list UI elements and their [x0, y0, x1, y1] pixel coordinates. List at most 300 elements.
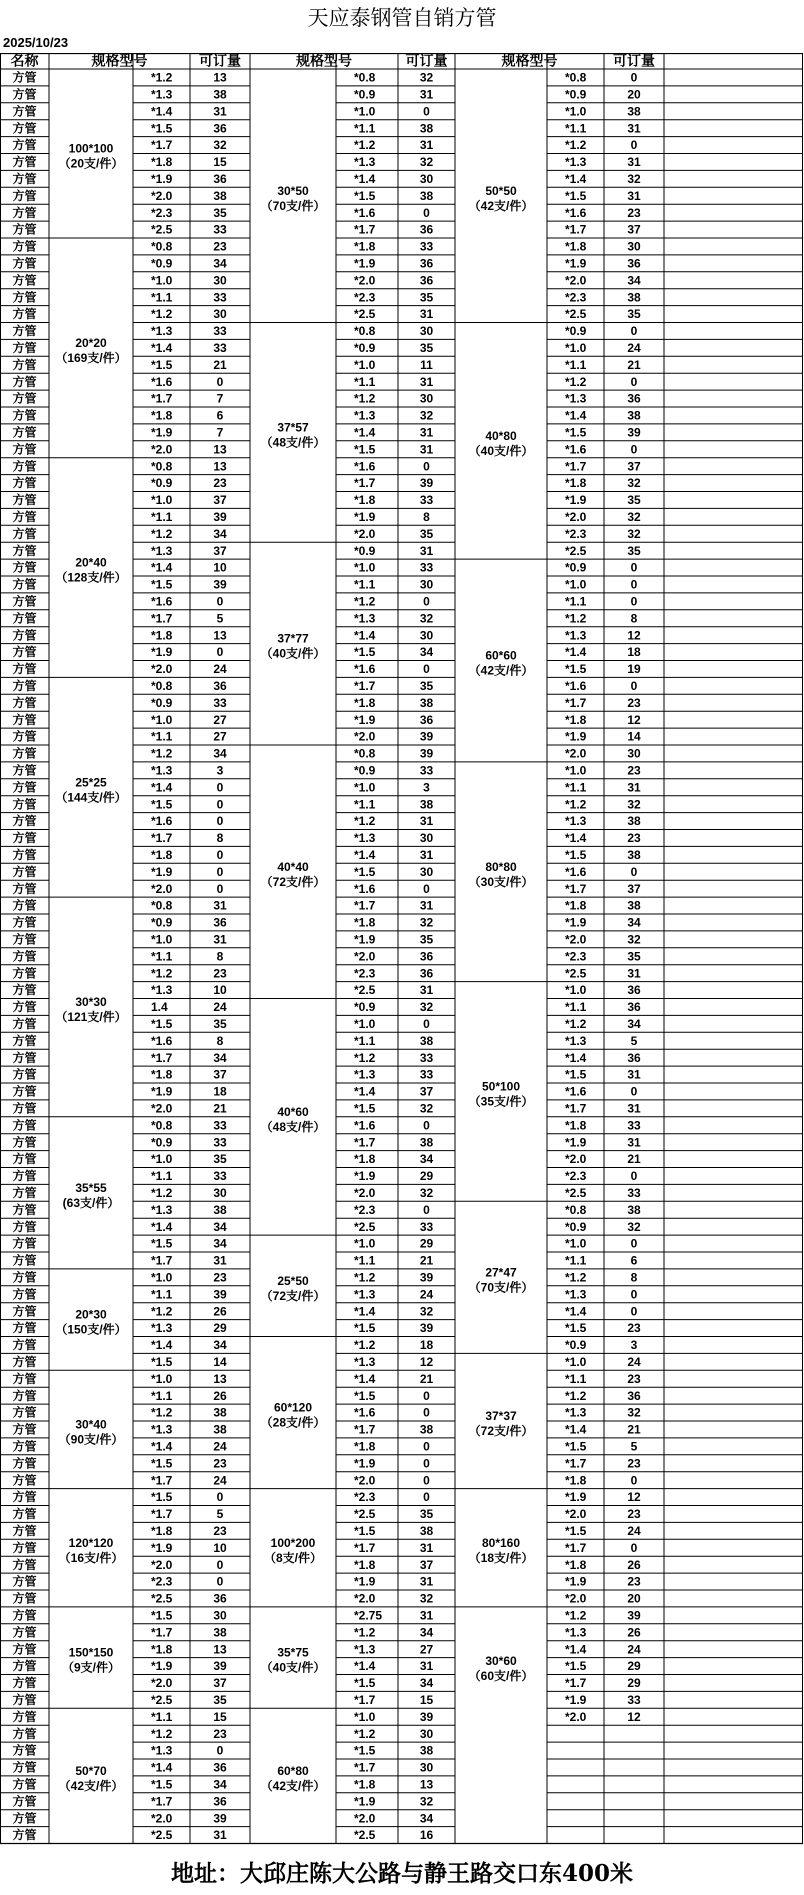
thickness: *1.7 [354, 1422, 376, 1437]
thickness: *2.0 [151, 881, 173, 896]
stock-qty: 39 [627, 1608, 641, 1623]
row-name: 方管 [12, 1557, 37, 1572]
stock-qty: 32 [419, 1101, 434, 1116]
stock-qty: 34 [213, 1219, 227, 1234]
thickness: *1.1 [151, 1709, 173, 1724]
thickness: *1.6 [565, 1084, 587, 1099]
thickness: *2.75 [354, 1608, 383, 1623]
thickness: *1.1 [151, 1169, 173, 1184]
pieces-per-bundle: （40支/件） [468, 443, 534, 458]
thickness: *2.5 [565, 966, 587, 981]
stock-qty: 0 [630, 442, 638, 457]
spec-size: 37*37 [485, 1409, 517, 1423]
page-title: 天应泰钢管自销方管 [307, 6, 497, 30]
row-name: 方管 [12, 814, 37, 829]
pieces-per-bundle: （8支/件） [263, 1550, 323, 1565]
thickness: *1.5 [354, 864, 376, 879]
stock-qty: 32 [419, 1304, 434, 1319]
stock-qty: 21 [627, 1422, 641, 1437]
thickness: *0.8 [151, 239, 173, 254]
thickness: *1.3 [565, 155, 587, 170]
stock-qty: 34 [627, 273, 641, 288]
thickness: *1.7 [565, 222, 587, 237]
stock-qty: 12 [419, 1355, 434, 1369]
row-name: 方管 [12, 983, 37, 998]
stock-qty: 33 [213, 1169, 227, 1184]
stock-qty: 0 [423, 1202, 430, 1217]
row-name: 方管 [12, 104, 37, 119]
row-name: 方管 [12, 695, 37, 710]
stock-qty: 37 [213, 543, 227, 558]
row-name: 方管 [12, 1253, 37, 1268]
stock-qty: 0 [423, 104, 430, 119]
stock-qty: 33 [419, 239, 434, 254]
thickness: *1.1 [151, 1388, 173, 1403]
thickness: *1.9 [354, 1169, 376, 1184]
stock-qty: 31 [419, 442, 434, 457]
stock-qty: 31 [419, 898, 434, 913]
stock-qty: 30 [419, 864, 434, 879]
stock-qty: 15 [213, 155, 227, 170]
stock-qty: 8 [630, 1270, 638, 1285]
row-name: 方管 [12, 1490, 37, 1505]
thickness: *1.1 [151, 1287, 173, 1302]
stock-qty: 31 [627, 966, 641, 981]
pieces-per-bundle: （90支/件） [58, 1432, 124, 1447]
stock-qty: 24 [627, 1524, 641, 1538]
stock-qty: 0 [423, 1439, 430, 1454]
thickness: *0.9 [151, 256, 173, 271]
stock-qty: 24 [213, 1473, 227, 1488]
thickness: *1.4 [354, 1084, 376, 1099]
thickness: *2.0 [151, 1811, 173, 1826]
stock-qty: 37 [627, 459, 641, 474]
row-name: 方管 [12, 966, 37, 981]
thickness: *2.3 [151, 1574, 173, 1589]
thickness: *0.8 [151, 679, 173, 693]
stock-qty: 33 [419, 493, 434, 508]
thickness: *1.7 [354, 1540, 376, 1555]
row-name: 方管 [12, 222, 37, 237]
thickness: *1.5 [354, 188, 376, 203]
stock-qty: 20 [627, 87, 641, 102]
thickness: *1.0 [565, 577, 587, 592]
stock-qty: 37 [419, 1557, 434, 1572]
stock-qty: 16 [419, 1828, 434, 1843]
stock-qty: 29 [419, 1236, 434, 1251]
stock-qty: 36 [627, 256, 641, 271]
stock-qty: 23 [627, 763, 641, 778]
thickness: *2.0 [565, 1507, 587, 1522]
stock-qty: 38 [213, 1405, 227, 1420]
row-name: 方管 [12, 273, 37, 288]
stock-qty: 31 [419, 87, 434, 102]
spec-size: 40*40 [277, 859, 309, 874]
pieces-per-bundle: （42支/件） [468, 198, 534, 213]
spec-size: 50*50 [485, 183, 517, 198]
thickness: *1.7 [354, 679, 376, 693]
row-name: 方管 [12, 780, 37, 795]
thickness: *2.0 [354, 949, 376, 964]
row-name: 方管 [12, 1828, 37, 1843]
thickness: *2.0 [565, 1591, 587, 1606]
thickness: *2.5 [151, 1828, 173, 1843]
stock-qty: 0 [216, 881, 224, 896]
stock-qty: 32 [419, 1000, 434, 1015]
thickness: *1.3 [565, 628, 587, 643]
stock-qty: 0 [630, 1236, 638, 1251]
row-name: 方管 [12, 442, 37, 457]
stock-qty: 35 [627, 543, 641, 558]
thickness: *2.3 [565, 1169, 587, 1184]
thickness: *1.0 [565, 1355, 587, 1369]
row-name: 方管 [12, 611, 37, 626]
thickness: *2.5 [354, 1507, 376, 1522]
stock-qty: 38 [419, 1422, 434, 1437]
thickness: *1.2 [354, 1050, 376, 1065]
thickness: *1.9 [354, 256, 376, 271]
thickness: *2.5 [354, 1828, 376, 1843]
stock-qty: 36 [213, 1760, 227, 1775]
stock-qty: 30 [419, 391, 434, 406]
stock-qty: 38 [213, 87, 227, 102]
stock-qty: 24 [213, 662, 227, 677]
thickness: *1.7 [151, 391, 173, 406]
stock-qty: 34 [213, 1050, 227, 1065]
thickness: *1.3 [151, 983, 173, 998]
thickness: *1.7 [565, 1540, 587, 1555]
stock-qty: 0 [630, 594, 638, 609]
stock-qty: 31 [419, 425, 434, 440]
thickness: *1.4 [354, 172, 376, 186]
thickness: *1.0 [151, 1270, 173, 1285]
stock-qty: 23 [627, 831, 641, 846]
spec-size: 60*120 [273, 1400, 313, 1415]
spec-size: 37*77 [277, 631, 309, 646]
stock-qty: 13 [213, 1371, 227, 1386]
row-name: 方管 [12, 628, 37, 643]
thickness: *1.7 [354, 1135, 376, 1150]
stock-qty: 35 [419, 526, 434, 541]
stock-qty: 33 [419, 560, 434, 575]
stock-qty: 15 [419, 1693, 434, 1707]
thickness: *1.5 [565, 1067, 587, 1082]
thickness: *1.5 [565, 1321, 587, 1336]
thickness: *2.3 [565, 949, 587, 964]
pieces-per-bundle: （42支/件） [260, 1778, 326, 1793]
thickness: *0.8 [565, 1202, 587, 1217]
stock-qty: 26 [213, 1304, 227, 1319]
thickness: *1.7 [151, 138, 173, 153]
thickness: *0.8 [151, 459, 173, 474]
stock-qty: 8 [216, 949, 224, 964]
stock-qty: 23 [213, 476, 227, 491]
thickness: *1.6 [354, 662, 376, 677]
stock-qty: 31 [213, 104, 227, 119]
stock-qty: 11 [420, 357, 433, 372]
stock-qty: 38 [627, 898, 641, 913]
stock-qty: 34 [213, 1777, 227, 1792]
thickness: *1.5 [151, 121, 173, 136]
thickness: 1.4 [151, 1000, 168, 1015]
thickness: *1.0 [151, 493, 173, 508]
stock-qty: 0 [423, 1118, 430, 1133]
thickness: *1.7 [151, 1050, 173, 1065]
stock-qty: 38 [419, 797, 434, 812]
stock-qty: 32 [419, 1794, 434, 1809]
thickness: *1.8 [354, 1777, 376, 1792]
pieces-per-bundle: （144支/件） [55, 790, 127, 805]
row-name: 方管 [12, 594, 37, 609]
stock-qty: 31 [419, 848, 434, 862]
stock-qty: 0 [630, 1540, 638, 1555]
spec-size: 60*60 [485, 648, 517, 663]
thickness: *1.5 [151, 577, 173, 592]
stock-qty: 31 [627, 155, 641, 170]
thickness: *1.9 [151, 172, 173, 186]
thickness: *1.4 [354, 1659, 376, 1674]
thickness: *1.4 [565, 645, 587, 660]
stock-qty: 23 [627, 1456, 641, 1471]
row-name: 方管 [12, 1540, 37, 1555]
thickness: *1.9 [151, 425, 173, 440]
thickness: *1.9 [565, 1490, 587, 1505]
thickness: *1.7 [151, 611, 173, 626]
stock-qty: 34 [419, 1676, 434, 1691]
stock-qty: 30 [419, 172, 434, 186]
stock-qty: 10 [213, 1540, 227, 1555]
thickness: *1.5 [151, 1355, 173, 1369]
spec-size: 80*160 [481, 1535, 521, 1550]
row-name: 方管 [12, 87, 37, 102]
row-name: 方管 [12, 1473, 37, 1488]
thickness: *2.0 [565, 1709, 587, 1724]
stock-qty: 35 [213, 1017, 227, 1031]
row-name: 方管 [12, 543, 37, 558]
stock-qty: 36 [213, 915, 227, 930]
thickness: *1.3 [151, 543, 173, 558]
thickness: *2.3 [354, 966, 376, 981]
thickness: *1.4 [565, 172, 587, 186]
stock-qty: 31 [627, 1135, 641, 1150]
thickness: *1.2 [565, 1388, 587, 1403]
row-name: 方管 [12, 1084, 37, 1099]
thickness: *1.7 [151, 1473, 173, 1488]
row-name: 方管 [12, 831, 37, 846]
stock-qty: 39 [419, 1270, 434, 1285]
row-name: 方管 [12, 374, 37, 389]
stock-qty: 31 [627, 780, 641, 795]
row-name: 方管 [12, 1422, 37, 1437]
row-name: 方管 [12, 290, 37, 305]
thickness: *1.8 [354, 239, 376, 254]
thickness: *1.9 [151, 1659, 173, 1674]
thickness: *1.4 [565, 1050, 587, 1065]
stock-qty: 10 [213, 983, 227, 998]
thickness: *1.3 [151, 1321, 173, 1336]
thickness: *1.0 [354, 357, 376, 372]
row-name: 方管 [12, 1067, 37, 1082]
stock-qty: 27 [213, 729, 227, 744]
thickness: *1.0 [354, 1017, 376, 1031]
stock-qty: 32 [213, 138, 227, 153]
thickness: *2.0 [151, 188, 173, 203]
stock-qty: 31 [627, 1101, 641, 1116]
stock-qty: 34 [419, 645, 434, 660]
thickness: *1.6 [565, 442, 587, 457]
stock-qty: 33 [627, 1118, 641, 1133]
thickness: *1.2 [354, 594, 376, 609]
stock-qty: 0 [630, 324, 638, 339]
row-name: 方管 [12, 1355, 37, 1369]
thickness: *1.4 [151, 1219, 173, 1234]
thickness: *1.0 [354, 560, 376, 575]
stock-qty: 13 [213, 1642, 227, 1657]
thickness: *1.4 [565, 1642, 587, 1657]
row-name: 方管 [12, 1439, 37, 1454]
stock-qty: 0 [423, 1490, 430, 1505]
thickness: *1.2 [151, 526, 173, 541]
pieces-per-bundle: （20支/件） [58, 156, 124, 171]
thickness: *2.0 [565, 932, 587, 947]
row-name: 方管 [12, 1304, 37, 1319]
stock-qty: 13 [419, 1777, 434, 1792]
thickness: *1.8 [354, 1557, 376, 1572]
row-name: 方管 [12, 205, 37, 220]
stock-qty: 31 [419, 983, 434, 998]
row-name: 方管 [12, 1388, 37, 1403]
row-name: 方管 [12, 729, 37, 744]
stock-qty: 38 [627, 1202, 641, 1217]
thickness: *1.3 [354, 1287, 376, 1302]
thickness: *1.5 [151, 1777, 173, 1792]
stock-qty: 35 [213, 1693, 227, 1707]
row-name: 方管 [12, 1625, 37, 1640]
thickness: *1.6 [151, 374, 173, 389]
thickness: *1.1 [354, 577, 376, 592]
stock-qty: 37 [213, 493, 227, 508]
spec-size: 150*150 [68, 1645, 114, 1660]
stock-qty: 36 [213, 679, 227, 693]
row-name: 方管 [12, 679, 37, 693]
row-name: 方管 [12, 1608, 37, 1623]
thickness: *2.3 [354, 1202, 376, 1217]
stock-qty: 23 [627, 1507, 641, 1522]
thickness: *1.0 [354, 104, 376, 119]
thickness: *0.9 [354, 763, 376, 778]
thickness: *2.0 [151, 442, 173, 457]
stock-qty: 33 [419, 1067, 434, 1082]
thickness: *1.1 [151, 290, 173, 305]
stock-qty: 3 [630, 1338, 638, 1353]
stock-qty: 38 [627, 848, 641, 862]
stock-qty: 0 [423, 881, 430, 896]
thickness: *2.5 [565, 1186, 587, 1200]
thickness: *1.8 [354, 915, 376, 930]
thickness: *1.2 [565, 1270, 587, 1285]
thickness: *1.8 [354, 1439, 376, 1454]
pieces-per-bundle: （150支/件） [55, 1322, 127, 1337]
stock-qty: 8 [216, 831, 224, 846]
stock-qty: 35 [627, 493, 641, 508]
thickness: *1.7 [565, 1101, 587, 1116]
spec-size: 120*120 [68, 1535, 114, 1550]
stock-qty: 0 [216, 374, 224, 389]
stock-qty: 31 [213, 1253, 227, 1268]
report-date: 2025/10/23 [3, 35, 69, 50]
stock-qty: 3 [423, 780, 430, 795]
thickness: *2.3 [565, 526, 587, 541]
stock-qty: 37 [213, 1676, 227, 1691]
stock-qty: 39 [627, 425, 641, 440]
thickness: *1.2 [565, 138, 587, 153]
thickness: *1.3 [565, 391, 587, 406]
stock-qty: 37 [213, 1067, 227, 1082]
thickness: *0.8 [151, 898, 173, 913]
stock-qty: 7 [216, 391, 224, 406]
thickness: *1.9 [354, 510, 376, 524]
row-name: 方管 [12, 256, 37, 271]
thickness: *1.0 [151, 1371, 173, 1386]
thickness: *1.2 [151, 1304, 173, 1319]
thickness: *1.9 [565, 729, 587, 744]
thickness: *1.4 [565, 831, 587, 846]
thickness: *2.5 [565, 307, 587, 322]
thickness: *1.4 [151, 1338, 173, 1353]
stock-qty: 0 [630, 70, 638, 85]
stock-qty: 32 [627, 932, 641, 947]
stock-qty: 39 [213, 577, 227, 592]
row-name: 方管 [12, 1169, 37, 1184]
stock-qty: 33 [213, 324, 227, 339]
thickness: *1.6 [354, 459, 376, 474]
thickness: *1.4 [151, 780, 173, 795]
pieces-per-bundle: （16支/件） [58, 1550, 124, 1565]
stock-qty: 39 [213, 1659, 227, 1674]
thickness: *1.9 [565, 915, 587, 930]
row-name: 方管 [12, 357, 37, 372]
thickness: *0.9 [354, 341, 376, 355]
thickness: *1.5 [565, 848, 587, 862]
thickness: *1.5 [151, 1236, 173, 1251]
stock-qty: 0 [216, 1557, 224, 1572]
thickness: *0.8 [354, 746, 376, 761]
stock-qty: 21 [627, 357, 641, 372]
thickness: *1.9 [565, 256, 587, 271]
pieces-per-bundle: （18支/件） [468, 1550, 534, 1565]
row-name: 方管 [12, 1101, 37, 1116]
row-name: 方管 [12, 898, 37, 913]
thickness: *1.7 [151, 1253, 173, 1268]
stock-qty: 0 [630, 560, 638, 575]
stock-qty: 21 [419, 1371, 434, 1386]
thickness: *1.0 [354, 1709, 376, 1724]
thickness: *2.0 [151, 662, 173, 677]
stock-qty: 0 [423, 205, 430, 220]
stock-qty: 36 [419, 273, 434, 288]
stock-qty: 35 [213, 1152, 227, 1167]
stock-qty: 34 [627, 1017, 641, 1031]
row-name: 方管 [12, 645, 37, 660]
stock-qty: 30 [627, 239, 641, 254]
thickness: *1.9 [354, 1794, 376, 1809]
thickness: *1.3 [354, 831, 376, 846]
row-name: 方管 [12, 1338, 37, 1353]
stock-qty: 37 [627, 881, 641, 896]
row-name: 方管 [12, 577, 37, 592]
thickness: *1.6 [565, 679, 587, 693]
row-name: 方管 [12, 797, 37, 812]
